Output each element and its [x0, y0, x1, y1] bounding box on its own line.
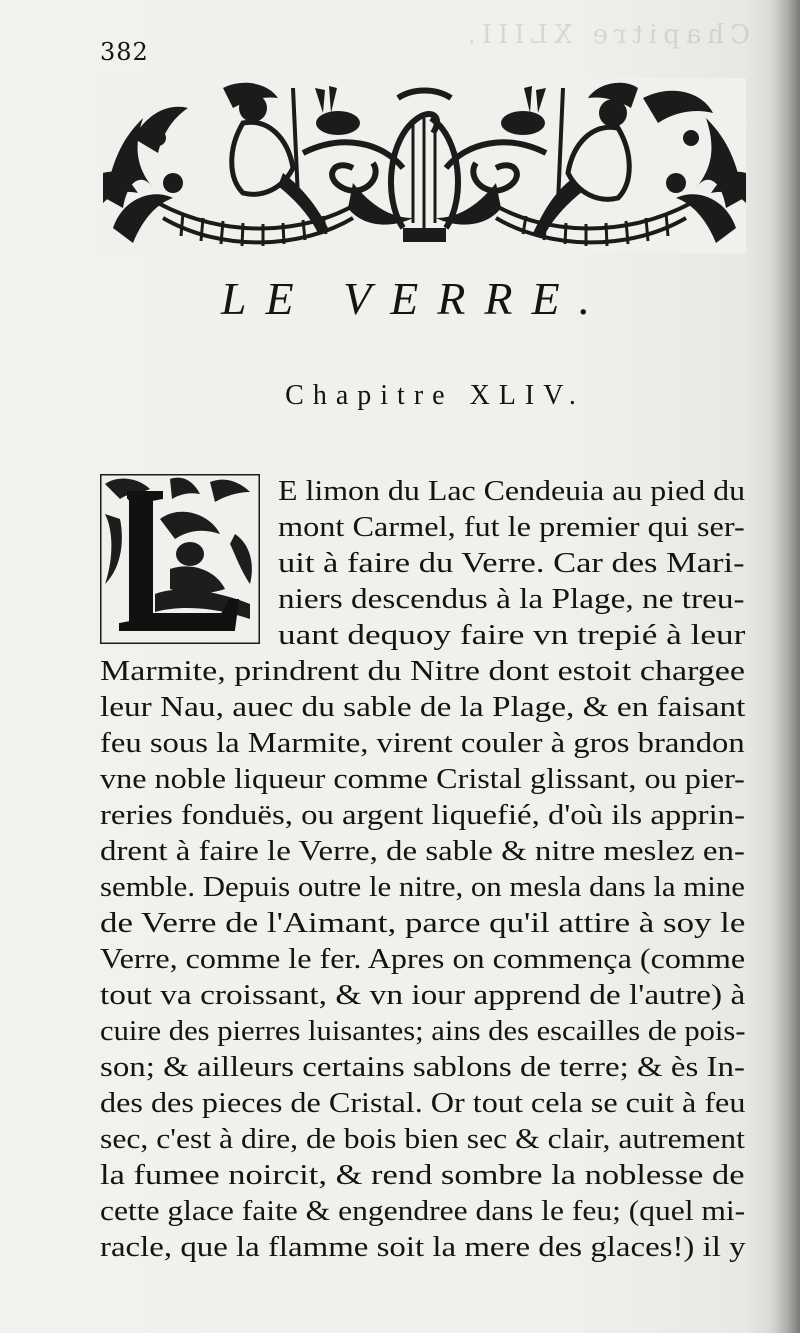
text-line: son; & ailleurs certains sablons de terre; & ès In- — [100, 1052, 745, 1083]
text-line: tout va croissant, & vn iour apprend de l'autre) à — [100, 980, 746, 1011]
text-line: reries fonduës, ou argent liquefié, d'où ils apprin- — [100, 800, 745, 831]
section-title: LE VERRE. — [220, 273, 610, 324]
text-line: vne noble liqueur comme Cristal glissant, ou pier- — [100, 764, 745, 795]
text-line: niers descendus à la Plage, ne treu- — [278, 584, 745, 615]
historiated-initial — [100, 474, 260, 644]
ornamental-headpiece — [103, 78, 746, 253]
text-line: E limon du Lac Cendeuia au pied du — [278, 476, 746, 507]
text-line: racle, que la flamme soit la mere des glaces!) il y — [100, 1232, 746, 1263]
chapter-heading: Chapitre XLIV. — [285, 380, 585, 411]
text-line: la fumee noircit, & rend sombre la noblesse de — [100, 1160, 745, 1191]
text-line: des des pieces de Cristal. Or tout cela se cuit à feu — [100, 1088, 746, 1119]
show-through-text: Chapitre XLIII. — [461, 20, 750, 50]
text-line: cuire des pierres luisantes; ains des escailles de pois- — [100, 1016, 746, 1047]
text-line: leur Nau, auec du sable de la Plage, & en faisant — [100, 692, 746, 723]
text-line: uit à faire du Verre. Car des Mari- — [278, 548, 745, 579]
text-line: uant dequoy faire vn trepié à leur — [278, 620, 746, 651]
text-line: sec, c'est à dire, de bois bien sec & clair, autrement — [100, 1124, 745, 1155]
text-line: cette glace faite & engendree dans le feu; (quel mi- — [100, 1196, 746, 1227]
text-line: Marmite, prindrent du Nitre dont estoit chargee — [100, 656, 746, 687]
text-line: Verre, comme le fer. Apres on commença (comme — [100, 944, 746, 975]
text-line: de Verre de l'Aimant, parce qu'il attire à soy le — [100, 908, 746, 939]
text-line: semble. Depuis outre le nitre, on mesla dans la mine — [100, 872, 745, 903]
gutter-shadow — [770, 0, 800, 1333]
text-line: feu sous la Marmite, virent couler à gros brandon — [100, 728, 745, 759]
text-line: drent à faire le Verre, de sable & nitre meslez en- — [100, 836, 745, 867]
text-line: mont Carmel, fut le premier qui ser- — [278, 512, 745, 543]
page-number: 382 — [100, 38, 149, 66]
